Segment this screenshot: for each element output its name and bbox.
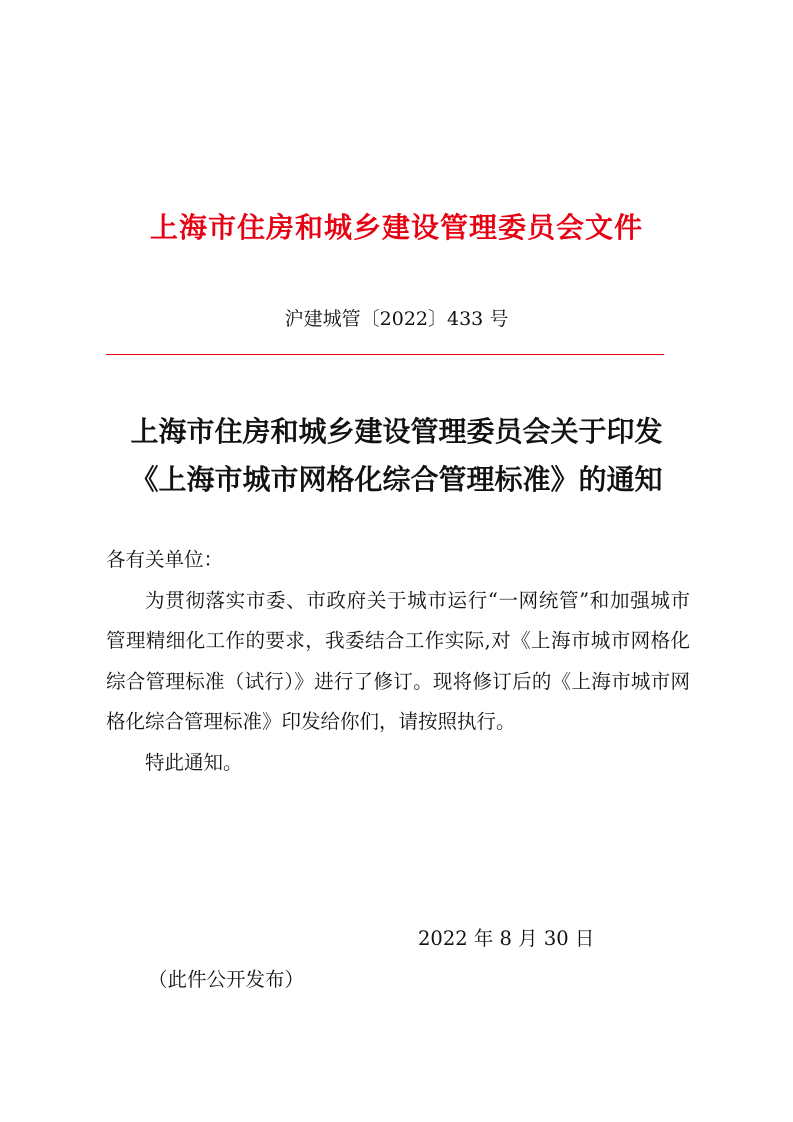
salutation: 各有关单位： (106, 548, 224, 571)
issue-date: 2022 年 8 月 30 日 (418, 927, 595, 950)
document-title (60, 408, 733, 504)
title-line-2: 《上海市城市网格化综合管理标准》的通知 (130, 463, 663, 496)
title-line-1: 上海市住房和城乡建设管理委员会关于印发 (130, 415, 663, 448)
issuer-letterhead: 上海市住房和城乡建设管理委员会文件 (149, 211, 643, 244)
document-body (106, 540, 690, 783)
release-note: （此件公开发布） (148, 968, 305, 991)
red-divider-line (106, 354, 664, 355)
document-number: 沪建城管〔2022〕433 号 (284, 308, 509, 330)
closing-line: 特此通知。 (145, 750, 243, 774)
body-paragraph: 为贯彻落实市委、市政府关于城市运行“一网统管”和加强城市管理精细化工作的要求，我委结合工作实际,对《上海市城市网格化综合管理标准（试行）》进行了修订。现将修订后的《上海市城市网格化综合管理标准》印发给你们，请按照执行。 (106, 588, 690, 733)
